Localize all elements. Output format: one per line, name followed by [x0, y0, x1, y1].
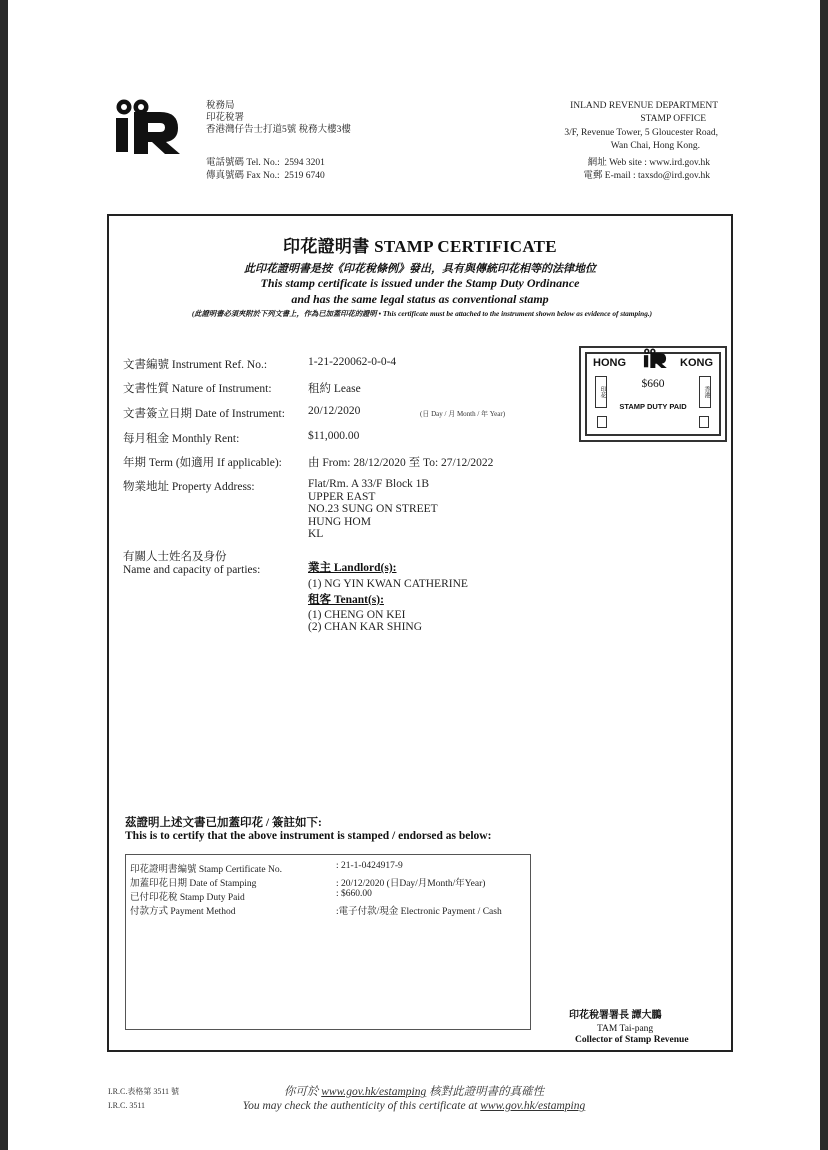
header-web-email [583, 157, 710, 183]
instrument-ref-value: 1-21-220062-0-0-4 [308, 356, 397, 368]
nature-value: 租約 Lease [308, 383, 361, 395]
landlord-1: (1) NG YIN KWAN CATHERINE [308, 578, 468, 590]
certificate-title: 印花證明書 STAMP CERTIFICATE [283, 237, 557, 256]
header-cn-address: 稅務局 印花稅署 香港灣仔告士打道5號 稅務大樓3樓 [206, 101, 351, 135]
form-number-cn: I.R.C.表格第 3511 號 [108, 1087, 180, 1096]
date-value: 20/12/2020 [308, 405, 361, 417]
duty-paid-value: : $660.00 [336, 889, 372, 899]
landlord-heading: 業主 Landlord(s): [308, 562, 397, 574]
rent-value: $11,000.00 [308, 430, 360, 442]
tenant-1: (1) CHENG ON KEI [308, 608, 406, 621]
payment-method-value: :電子付款/現金 Electronic Payment / Cash [336, 907, 502, 917]
verify-en: You may check the authenticity of this certificate at www.gov.hk/estamping [242, 1100, 586, 1112]
stamp-side-right: 香港 [699, 376, 711, 408]
date-label: 文書簽立日期 Date of Instrument: [123, 408, 285, 420]
stamp-side-left: 印花 [595, 376, 607, 408]
verify-cn: 你可於 www.gov.hk/estamping 核對此證明書的真確性 [283, 1086, 545, 1098]
header-en-address: INLAND REVENUE DEPARTMENT STAMP OFFICE 3/F, Revenue Tower, 5 Gloucester Road, Wan Chai, Hong Kong. [564, 101, 718, 151]
instrument-ref-label: 文書編號 Instrument Ref. No.: [123, 359, 268, 371]
website-link[interactable]: 網址 Web site : www.ird.gov.hk [587, 158, 710, 168]
address-label: 物業地址 Property Address: [123, 481, 255, 493]
subtitle-en-2: and has the same legal status as conventional stamp [291, 292, 549, 306]
header-contact: 電話號碼 Tel. No.: 2594 3201 傳真號碼 Fax No.: 2519 6740 [206, 158, 325, 181]
stamp-amount: $660 [641, 378, 665, 390]
term-value: 由 From: 28/12/2020 至 To: 27/12/2022 [308, 457, 494, 469]
cert-no-value: : 21-1-0424917-9 [336, 861, 403, 871]
payment-method-label: 付款方式 Payment Method [130, 907, 236, 917]
nature-label: 文書性質 Nature of Instrument: [123, 383, 272, 395]
collector-title-en: Collector of Stamp Revenue [575, 1035, 689, 1045]
ird-logo [112, 98, 182, 154]
cert-no-label: 印花證明書編號 Stamp Certificate No. [130, 865, 282, 875]
property-address: Flat/Rm. A 33/F Block 1B UPPER EAST NO.23 SUNG ON STREET HUNG HOM KL [308, 478, 438, 540]
date-format-hint: (日 Day / 月 Month / 年 Year) [420, 410, 506, 418]
stamp-ornament-icon [597, 416, 607, 428]
stamp-paid-text: STAMP DUTY PAID [619, 402, 687, 411]
attach-notice: (此證明書必須夾附於下列文書上，作為已加蓋印花的證明 • This certificate must be attached to the instrument shown below as evidence of stamping.) [191, 309, 653, 318]
estamping-link-cn[interactable]: www.gov.hk/estamping [321, 1086, 427, 1098]
stamp-logo-icon [642, 348, 668, 368]
collector-name: TAM Tai-pang [597, 1024, 654, 1034]
certificate-box [107, 214, 733, 1052]
subtitle-en-1: This stamp certificate is issued under the Stamp Duty Ordinance [260, 276, 580, 290]
stamp-ornament-icon [699, 416, 709, 428]
duty-paid-label: 已付印花稅 Stamp Duty Paid [130, 893, 245, 903]
stamp-details-box [125, 854, 531, 1030]
form-number-en: I.R.C. 3511 [108, 1101, 146, 1110]
collector-title-cn: 印花稅署署長 譚大鵬 [569, 1010, 662, 1021]
email-link[interactable]: 電郵 E-mail : taxsdo@ird.gov.hk [583, 171, 710, 181]
term-label: 年期 Term (如適用 If applicable): [123, 457, 282, 469]
rent-label: 每月租金 Monthly Rent: [123, 433, 240, 445]
parties-list [308, 559, 468, 634]
tenant-2: (2) CHAN KAR SHING [308, 621, 423, 633]
stamp-duty-stamp: HONG KONG 印花 香港 $660 STAMP DUTY PAID [579, 346, 727, 442]
parties-label: 有關人士姓名及身份 Name and capacity of parties: [123, 551, 261, 576]
certificate-page [8, 0, 820, 1150]
date-stamping-value: : 20/12/2020 (日Day/月Month/年Year) [336, 879, 486, 889]
subtitle-cn: 此印花證明書是按《印花稅條例》發出，具有與傳統印花相等的法律地位 [244, 263, 596, 275]
estamping-link-en[interactable]: www.gov.hk/estamping [480, 1100, 586, 1112]
certify-en: This is to certify that the above instrument is stamped / endorsed as below: [125, 830, 492, 842]
tenant-heading: 租客 Tenant(s): [308, 593, 384, 606]
certify-cn: 茲證明上述文書已加蓋印花 / 簽註如下: [125, 817, 322, 829]
date-stamping-label: 加蓋印花日期 Date of Stamping [130, 879, 257, 889]
